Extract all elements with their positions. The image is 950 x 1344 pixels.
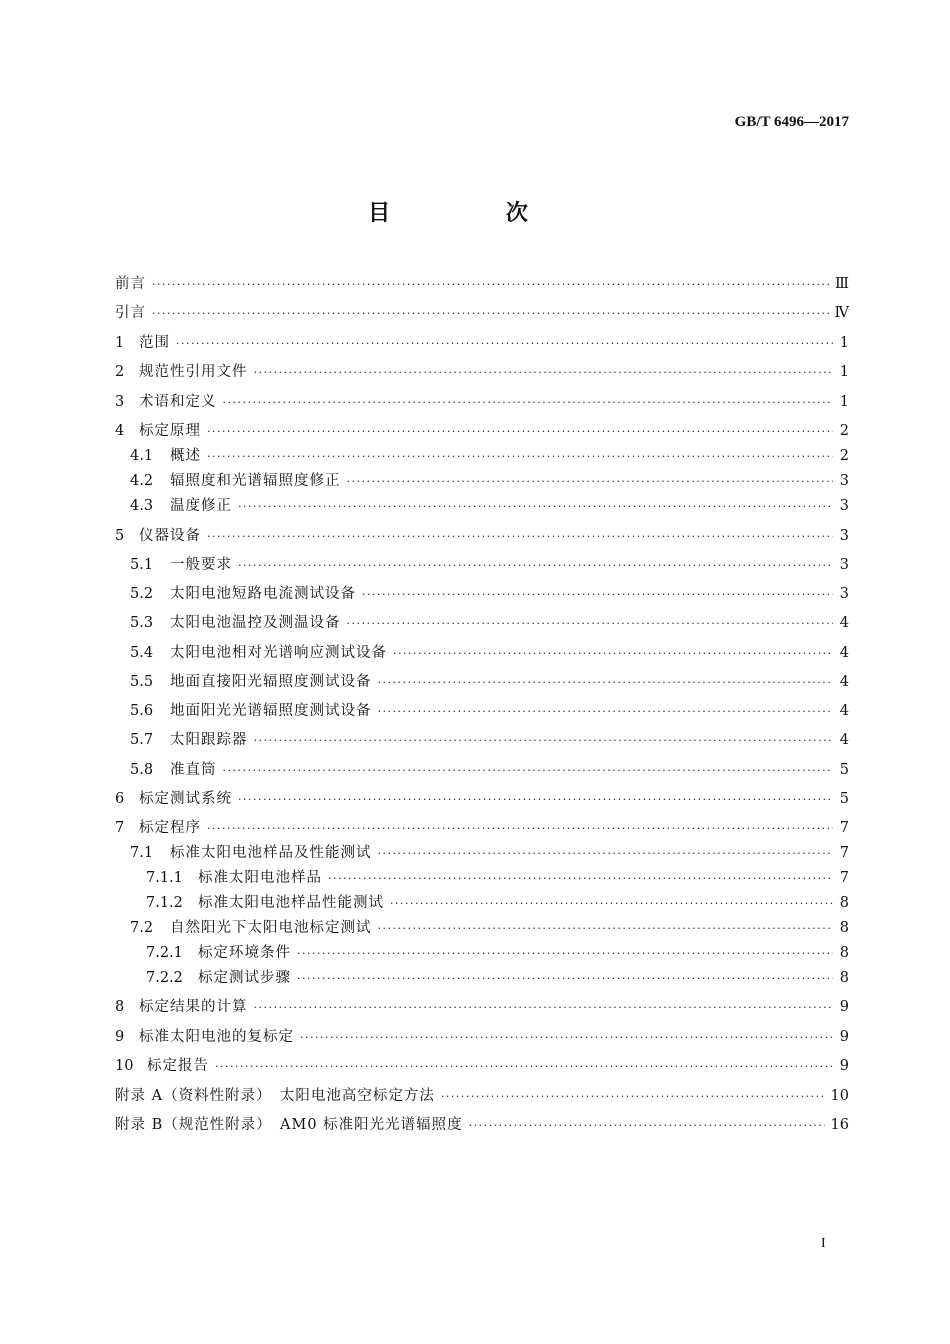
toc-entry-number: 4.3 [130,498,154,514]
toc-entry-title: 地面直接阳光辐照度测试设备 [170,674,372,690]
toc-entry[interactable] [115,446,849,466]
toc-entry[interactable] [115,1086,849,1106]
toc-leader-dots [362,585,833,605]
toc-leader-dots [347,614,834,634]
toc-entry-title: 温度修正 [170,498,232,514]
toc-entry-number: 7.2.1 [146,945,183,961]
toc-entry[interactable] [115,1056,849,1076]
toc-entry-title: 标定程序 [139,820,201,836]
standard-code: GB/T 6496—2017 [734,114,849,130]
toc-entry-title: 标定报告 [147,1058,209,1074]
toc-entry-title: 规范性引用文件 [139,364,248,380]
toc-entry[interactable] [115,362,849,382]
toc-leader-dots [207,422,833,442]
toc-entry-number: 7 [115,820,125,836]
toc-entry-number: 8 [115,999,125,1015]
toc-leader-dots [152,304,829,324]
toc-entry-page: 9 [839,999,849,1015]
toc-entry-title: 太阳电池温控及测温设备 [170,615,341,631]
toc-entry-page: 10 [830,1088,849,1104]
toc-leader-dots [223,393,834,413]
toc-entry-number: 5.1 [130,557,154,573]
toc-entry-page: 4 [839,732,849,748]
toc-entry-page: 4 [839,615,849,631]
toc-leader-dots [223,761,834,781]
toc-entry[interactable] [115,526,849,546]
toc-entry[interactable] [115,997,849,1017]
toc-entry-title: 标准太阳电池样品性能测试 [198,895,384,911]
toc-entry-title: 附录 B（规范性附录） AM0 标准阳光光谱辐照度 [115,1117,463,1133]
toc-leader-dots [378,673,834,693]
toc-entry-page: 3 [839,528,849,544]
toc-entry-page: 4 [839,703,849,719]
toc-leader-dots [207,447,833,467]
toc-entry-number: 7.1 [130,845,154,861]
toc-entry-page: 1 [839,364,849,380]
toc-entry[interactable] [115,701,849,721]
toc-entry-number: 5.5 [130,674,154,690]
toc-leader-dots [238,556,833,576]
toc-leader-dots [390,894,833,914]
toc-entry[interactable] [115,868,849,888]
toc-entry-page: 9 [839,1029,849,1045]
toc-entry-number: 4.2 [130,473,154,489]
toc-entry[interactable] [115,818,849,838]
page-number: I [821,1236,826,1251]
toc-entry-page: 3 [839,473,849,489]
toc-entry-page: Ⅲ [835,276,849,292]
toc-entry-page: 8 [839,945,849,961]
toc-leader-dots [393,644,833,664]
toc-leader-dots [254,363,834,383]
toc-leader-dots [254,731,834,751]
toc-entry-page: 8 [839,970,849,986]
toc-entry[interactable] [115,333,849,353]
toc-leader-dots [378,919,834,939]
toc-entry-number: 4.1 [130,448,154,464]
toc-entry[interactable] [115,496,849,516]
toc-leader-dots [215,1057,833,1077]
toc-leader-dots [347,472,834,492]
toc-entry-page: 5 [839,791,849,807]
toc-entry-number: 6 [115,791,125,807]
toc-entry-page: 1 [839,335,849,351]
toc-entry-page: 4 [839,674,849,690]
toc-entry-number: 7.1.1 [146,870,183,886]
toc-entry[interactable] [115,760,849,780]
toc-entry-page: 1 [839,394,849,410]
toc-entry[interactable] [115,274,849,294]
toc-entry[interactable] [115,672,849,692]
toc-leader-dots [378,702,834,722]
toc-entry-title: 标准太阳电池样品 [198,870,322,886]
toc-entry[interactable] [115,968,849,988]
toc-entry-number: 7.1.2 [146,895,183,911]
toc-entry-page: 2 [839,423,849,439]
toc-leader-dots [328,869,833,889]
toc-entry-title: 标定测试系统 [139,791,232,807]
toc-entry-title: 自然阳光下太阳电池标定测试 [170,920,372,936]
toc-entry-title: 引言 [115,305,146,321]
toc-entry[interactable] [115,555,849,575]
toc-entry-title: 附录 A（资料性附录） 太阳电池高空标定方法 [115,1088,435,1104]
toc-entry-number: 5.2 [130,586,154,602]
toc-leader-dots [297,969,833,989]
toc-entry-number: 5.8 [130,762,154,778]
toc-entry-page: 8 [839,920,849,936]
toc-entry-title: 太阳跟踪器 [170,732,248,748]
toc-entry-title: 太阳电池短路电流测试设备 [170,586,356,602]
toc-entry-page: 2 [839,448,849,464]
toc-entry-title: 术语和定义 [139,394,217,410]
toc-leader-dots [238,497,833,517]
toc-entry[interactable] [115,843,849,863]
toc-entry-number: 4 [115,423,125,439]
toc-entry-title: 辐照度和光谱辐照度修正 [170,473,341,489]
toc-entry-title: 标定原理 [139,423,201,439]
toc-entry-page: Ⅳ [834,305,849,321]
toc-leader-dots [152,275,829,295]
toc-entry[interactable] [115,1115,849,1135]
toc-leader-dots [300,1028,833,1048]
toc-entry[interactable] [115,893,849,913]
toc-entry[interactable] [115,943,849,963]
toc-entry[interactable] [115,421,849,441]
toc-entry-page: 8 [839,895,849,911]
toc-entry[interactable] [115,789,849,809]
toc-entry-page: 7 [839,870,849,886]
toc-entry-number: 5.6 [130,703,154,719]
toc-entry-page: 3 [839,498,849,514]
toc-leader-dots [378,844,834,864]
toc-entry-number: 5.4 [130,645,154,661]
toc-entry-number: 2 [115,364,125,380]
toc-entry[interactable] [115,730,849,750]
toc-entry[interactable] [115,918,849,938]
toc-entry[interactable] [115,471,849,491]
toc-entry-page: 3 [839,586,849,602]
toc-entry-page: 4 [839,645,849,661]
toc-leader-dots [176,334,833,354]
toc-entry-title: 一般要求 [170,557,232,573]
toc-entry-title: 标定测试步骤 [198,970,291,986]
toc-entry-page: 5 [839,762,849,778]
toc-entry[interactable] [115,613,849,633]
toc-leader-dots [207,819,833,839]
toc-entry-title: 准直筒 [170,762,217,778]
toc-entry-title: 仪器设备 [139,528,201,544]
toc-entry-title: 范围 [139,335,170,351]
toc-entry-page: 7 [839,845,849,861]
toc-entry-page: 9 [839,1058,849,1074]
toc-leader-dots [238,790,833,810]
toc-entry-number: 3 [115,394,125,410]
toc-entry-number: 10 [115,1058,134,1074]
toc-entry-number: 7.2 [130,920,154,936]
toc-entry[interactable] [115,303,849,323]
toc-entry-title: 标准太阳电池的复标定 [139,1029,294,1045]
toc-entry[interactable] [115,643,849,663]
toc-leader-dots [207,527,833,547]
toc-entry[interactable] [115,1027,849,1047]
toc-entry-title: 太阳电池相对光谱响应测试设备 [170,645,387,661]
toc-entry-title: 地面阳光光谱辐照度测试设备 [170,703,372,719]
toc-entry-title: 标准太阳电池样品及性能测试 [170,845,372,861]
toc-entry-title: 标定结果的计算 [139,999,248,1015]
toc-entry-title: 标定环境条件 [198,945,291,961]
toc-entry-page: 3 [839,557,849,573]
toc-entry-page: 16 [830,1117,849,1133]
toc-entry-title: 概述 [170,448,201,464]
toc-leader-dots [441,1087,825,1107]
page-title: 目 次 [368,201,582,226]
toc-entry-number: 1 [115,335,125,351]
toc-leader-dots [254,998,834,1018]
toc-entry-title: 前言 [115,276,146,292]
toc-entry[interactable] [115,392,849,412]
toc-entry-number: 5.7 [130,732,154,748]
toc-leader-dots [469,1116,825,1136]
toc-entry[interactable] [115,584,849,604]
toc-leader-dots [297,944,833,964]
toc-entry-number: 7.2.2 [146,970,183,986]
toc-entry-number: 5 [115,528,125,544]
toc-entry-number: 5.3 [130,615,154,631]
toc-entry-page: 7 [839,820,849,836]
toc-entry-number: 9 [115,1029,125,1045]
